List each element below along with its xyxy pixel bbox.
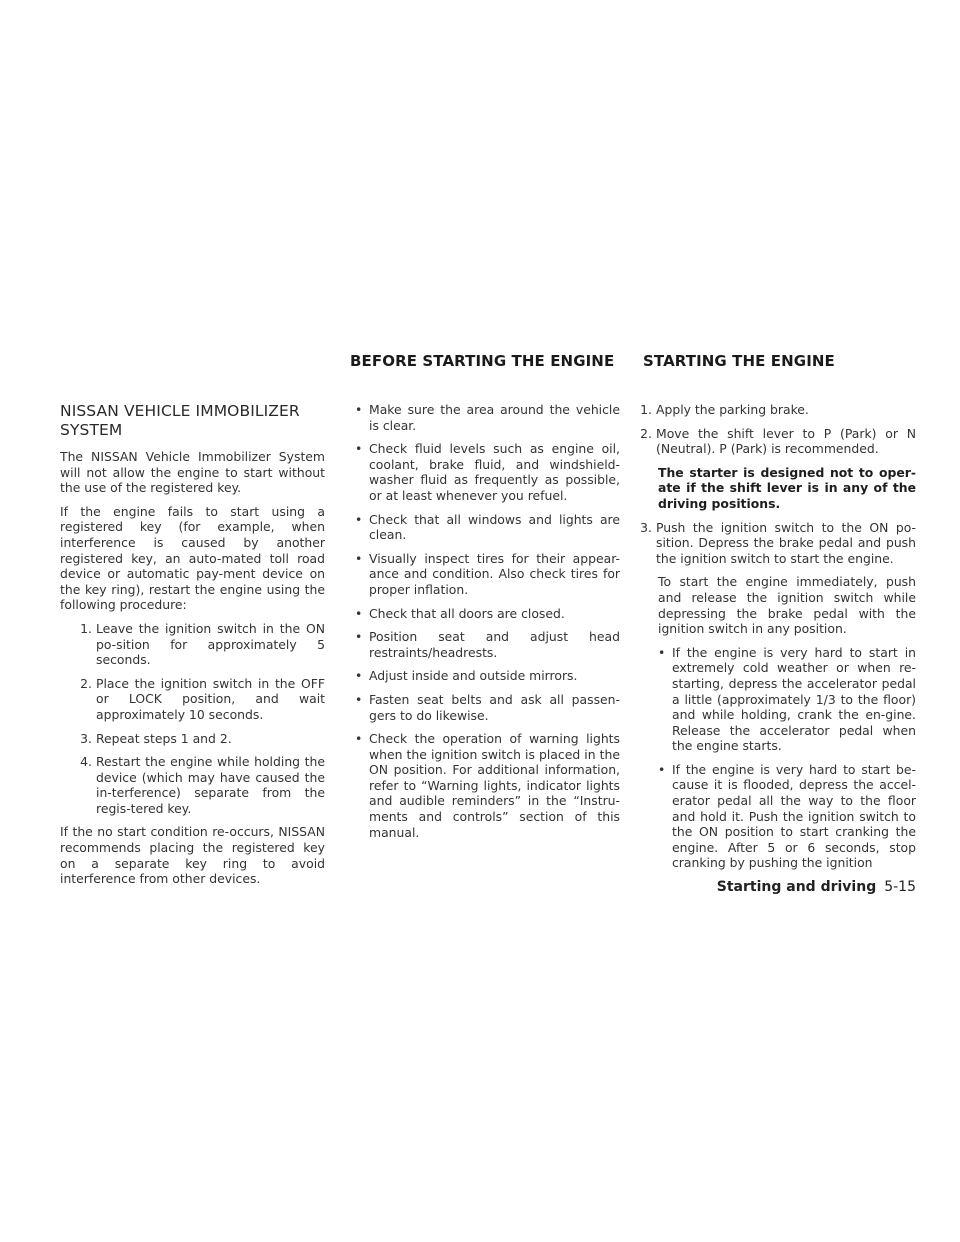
- bullet-text: Check fluid levels such as engine oil, coolant, brake fluid, and windshield-washer fluid as frequently as possible, or at least whenever you refuel.: [369, 441, 620, 503]
- step-number: 1.: [640, 402, 652, 417]
- bullet-icon: •: [355, 731, 363, 747]
- section-header-before-starting: BEFORE STARTING THE ENGINE: [350, 352, 615, 370]
- bullet-icon: •: [355, 402, 363, 417]
- step-text: Place the ignition switch in the OFF or LOCK position, and wait approximately 10 seconds.: [96, 675, 325, 722]
- step-text: Apply the parking brake.: [656, 402, 809, 417]
- column-starting-procedure: [633, 402, 916, 879]
- immobilizer-heading: NISSAN VEHICLE IMMOBILIZER SYSTEM: [60, 402, 300, 439]
- bullet-icon: •: [355, 605, 363, 621]
- bullet-text: Check the operation of warning lights when the ignition switch is placed in the ON position. For additional information, refer to “Warning lights, indicator lights and audible reminders” in the “Instru-ments and controls” section of this manual.: [369, 731, 620, 840]
- bullet-text: Check that all doors are closed.: [369, 605, 565, 621]
- list-item: [60, 731, 325, 747]
- bullet-text: Position seat and adjust head restraints/headrests.: [369, 629, 620, 660]
- paragraph: If the no start condition re-occurs, NISSAN recommends placing the registered key on a separate key ring to avoid interference from other devices.: [60, 824, 325, 887]
- bullet-icon: •: [355, 550, 363, 566]
- paragraph: The NISSAN Vehicle Immobilizer System will not allow the engine to start without the use of the registered key.: [60, 449, 325, 496]
- bullet-icon: •: [355, 441, 363, 457]
- list-item: [633, 520, 916, 567]
- list-item: [60, 754, 325, 816]
- bullet-text: Make sure the area around the vehicle is clear.: [369, 402, 620, 433]
- step-text: Leave the ignition switch in the ON po-sition for approximately 5 seconds.: [96, 620, 325, 668]
- list-item: [633, 645, 916, 754]
- bullet-text: If the engine is very hard to start be-cause it is flooded, depress the accel-erator pedal all the way to the floor and hold it. Push the ignition switch to the ON position to start cranking the engine. After 5 or 6 seconds, stop cranking by pushing the ignition: [672, 761, 916, 871]
- list-item: [633, 762, 916, 871]
- step-text: Move the shift lever to P (Park) or N (Neutral). P (Park) is recommended.: [656, 425, 916, 457]
- step-number: 3.: [80, 730, 92, 746]
- step-text: Repeat steps 1 and 2.: [96, 730, 232, 746]
- bullet-icon: •: [658, 761, 666, 777]
- list-item: [355, 402, 620, 433]
- bullet-text: If the engine is very hard to start in extremely cold weather or when re-starting, depress the accelerator pedal a little (approximately 1/3 to the floor) and while holding, crank the en-gine. Release the accelerator pedal when the engine starts.: [672, 644, 916, 754]
- list-item: [355, 606, 620, 622]
- bullet-text: Check that all windows and lights are clean.: [369, 511, 620, 543]
- bullet-icon: •: [355, 691, 363, 707]
- step-number: 2.: [80, 675, 92, 691]
- note-text: To start the engine immediately, push and release the ignition switch while depressing the brake pedal with the ignition switch in any position.: [658, 574, 916, 637]
- bullet-icon: •: [355, 629, 363, 645]
- list-item: [355, 512, 620, 543]
- list-item: [60, 621, 325, 668]
- bullet-icon: •: [355, 668, 363, 684]
- page-footer: [717, 879, 916, 895]
- list-item: [355, 668, 620, 684]
- list-item: [355, 441, 620, 503]
- step-number: 4.: [80, 754, 92, 770]
- paragraph: If the engine fails to start using a registered key (for example, when interference is caused by another registered key, an auto-mated toll road device or automatic pay-ment device on the key ring), restart the engine using the following procedure:: [60, 503, 325, 613]
- bullet-text: Fasten seat belts and ask all passen-gers to do likewise.: [369, 691, 620, 723]
- list-item: [355, 731, 620, 840]
- step-number: 2.: [640, 425, 652, 441]
- list-item: [633, 426, 916, 457]
- step-number: 3.: [640, 519, 652, 535]
- section-header-starting: STARTING THE ENGINE: [643, 352, 835, 370]
- bullet-text: Adjust inside and outside mirrors.: [369, 668, 578, 684]
- column-checklist: [355, 402, 620, 848]
- warning-text: The starter is designed not to oper-ate if the shift lever is in any of the driving positions.: [658, 464, 916, 511]
- list-item: [60, 676, 325, 723]
- column-immobilizer: [60, 402, 325, 895]
- list-item: [355, 629, 620, 660]
- bullet-text: Visually inspect tires for their appear-ance and condition. Also check tires for proper inflation.: [369, 550, 620, 597]
- step-text: Restart the engine while holding the device (which may have caused the in-terference) separate from the regis-tered key.: [96, 754, 325, 816]
- bullet-icon: •: [355, 511, 363, 527]
- list-item: [633, 402, 916, 418]
- footer-section-title: Starting and driving: [716, 879, 877, 895]
- list-item: [355, 692, 620, 723]
- step-text: Push the ignition switch to the ON po-sition. Depress the brake pedal and push the ignition switch to start the engine.: [656, 519, 916, 566]
- step-number: 1.: [80, 620, 92, 636]
- list-item: [355, 551, 620, 598]
- bullet-icon: •: [658, 644, 666, 660]
- page-number: 5-15: [884, 879, 916, 895]
